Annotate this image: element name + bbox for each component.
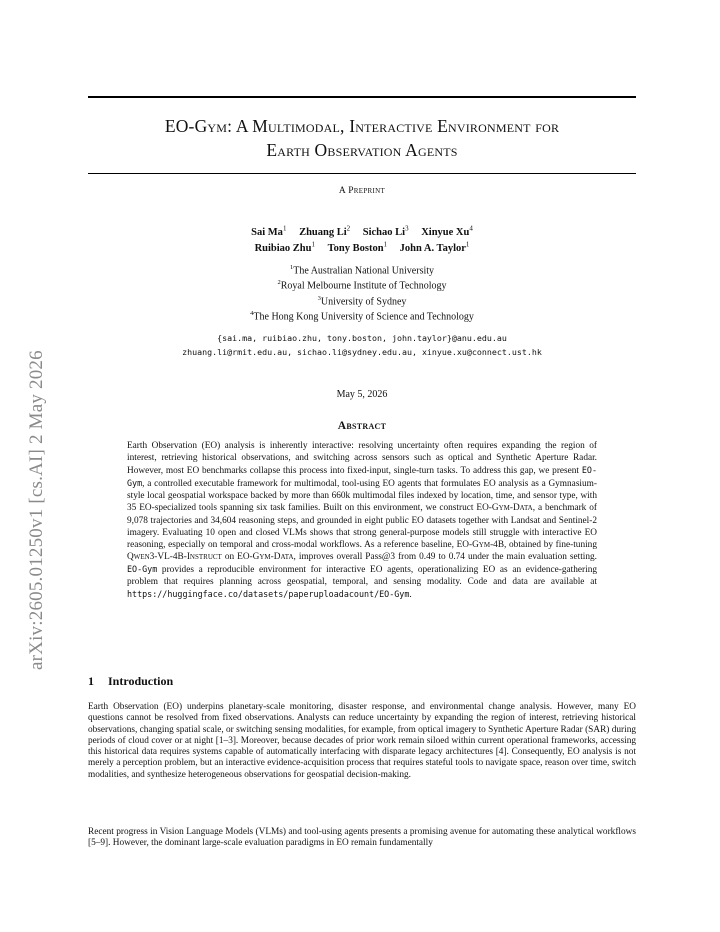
author-list (88, 222, 636, 255)
author: Ruibiao Zhu$^1$ (254, 240, 315, 254)
framework-name: EO-Gym (127, 465, 597, 489)
title-top-rule (88, 96, 636, 98)
abstract-body: Earth Observation (EO) analysis is inherently interactive: resolving uncertainty often requires expanding the region of interest, retrieving historical observations, and switching across sensors such as optical and Synthetic Aperture Radar. However, most EO benchmarks collapse this process into fixed-input, single-turn tasks. To address this gap, we present EO-Gym, a controlled executable framework for multimodal, tool-using EO agents that formulates EO analysis as a Gymnasium-style local geospatial workspace backed by more than 660k multimodal files indexed by location, time, and sensor type, with 35 EO-specialized tools spanning six task families. Built on this environment, we construct EO-Gym-Data, a benchmark of 9,078 trajectories and 34,604 reasoning steps, and grounded in eight public EO datasets together with Landsat and Sentinel-2 imagery. Evaluating 10 open and closed VLMs shows that strong general-purpose models still struggle with interactive EO reasoning, especially on temporal and cross-modal workflows. As a reference baseline, EO-Gym-4B, obtained by fine-tuning Qwen3-VL-4B-Instruct on EO-Gym-Data, improves overall Pass@3 from 0.49 to 0.74 under the main evaluation setting. EO-Gym provides a reproducible environment for interactive EO agents, operationalizing EO as an evidence-gathering problem that requires planning across geospatial, temporal, and sensing modality. Code and data are available at https://huggingface.co/datasets/paperuploadacount/EO-Gym. (127, 441, 597, 601)
section-title: Introduction (108, 674, 174, 688)
email-line-1[interactable]: {sai.ma, ruibiao.zhu, tony.boston, john.taylor}@anu.edu.au (217, 333, 507, 343)
author-row-2 (88, 239, 636, 256)
dataset-url-link[interactable]: https://huggingface.co/datasets/paperuploadacount/EO-Gym (127, 589, 410, 600)
section-heading-introduction (88, 674, 173, 689)
affiliation-list (88, 262, 636, 323)
dataset-name: Gym-Data (252, 551, 294, 562)
arxiv-identifier-text: arXiv:2605.01250v1 [cs.AI] 2 May 2026 (26, 350, 47, 670)
section-number: 1 (88, 674, 94, 688)
affiliation: $^2$Royal Melbourne Institute of Technology (277, 279, 447, 292)
author: Sichao Li$^3$ (362, 224, 409, 238)
abstract-heading: Abstract (337, 420, 387, 432)
affiliation: $^1$The Australian National University (289, 264, 435, 277)
title-line-1: EO-Gym: A Multimodal, Interactive Environment for (164, 116, 560, 136)
email-line-2[interactable]: zhuang.li@rmit.edu.au, sichao.li@sydney.edu.au, xinyue.xu@connect.ust.hk (182, 347, 542, 357)
dataset-name: Gym-Data (491, 503, 533, 514)
arxiv-identifier-stamp[interactable] (20, 250, 54, 670)
base-model-name: Qwen3-VL-4B-Instruct (127, 551, 222, 562)
author: Sai Ma$^1$ (251, 224, 287, 238)
author-row-1 (88, 222, 636, 239)
title-bottom-rule (88, 173, 636, 174)
affiliation: $^4$The Hong Kong University of Science and Technology (250, 309, 474, 323)
author: Xinyue Xu$^4$ (421, 224, 473, 238)
publication-date: May 5, 2026 (336, 389, 388, 400)
author-emails (88, 331, 636, 359)
framework-name: EO-Gym (127, 563, 158, 574)
introduction-paragraph-2: Recent progress in Vision Language Models (VLMs) and tool-using agents presents a promising avenue for automating these analytical workflows [5–9]. However, the dominant large-scale evaluation paradigms in EO remain fundamentally (88, 827, 636, 849)
author: Zhuang Li$^2$ (299, 224, 351, 238)
author: John A. Taylor$^1$ (399, 240, 470, 254)
title-line-2: Earth Observation Agents (266, 140, 458, 160)
introduction-paragraph-1: Earth Observation (EO) underpins planetary-scale monitoring, disaster response, and environmental change analysis. However, many EO questions cannot be resolved from fixed observations. Analysts can reduce uncertainty by expanding the region of interest, retrieving historical observations, changing spatial scale, or switching sensing modalities, for example, from optical imagery to Synthetic Aperture Radar (SAR) during periods of cloud cover or at night [1–3]. Moreover, because decades of prior work remain siloed within current operational frameworks, accessing this historical data requires systems capable of automatically interfacing with disparate legacy architectures [4]. Consequently, EO analysis is not merely a perception problem, but an interactive evidence-acquisition process that requires stateful tools to navigate space, reason over time, switch modalities, and synthesize heterogeneous observations for geospatial decision-making. (88, 702, 636, 780)
model-name: Gym-4B (472, 539, 505, 550)
author: Tony Boston$^1$ (327, 240, 388, 254)
preprint-label: A Preprint (338, 186, 386, 196)
paper-title (88, 114, 636, 162)
affiliation: $^3$University of Sydney (317, 294, 407, 307)
